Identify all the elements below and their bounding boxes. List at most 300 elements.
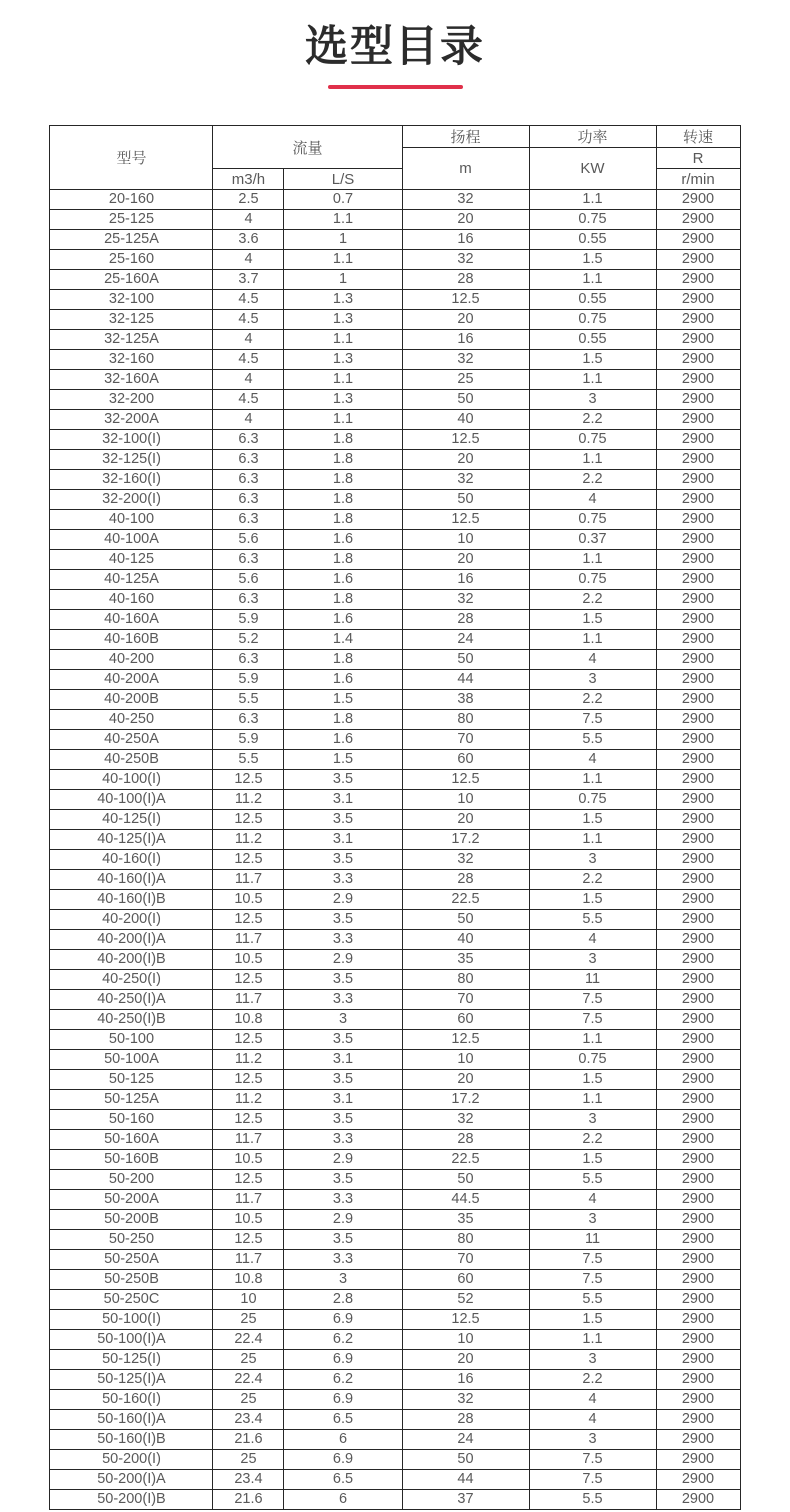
cell-power-kw: 0.55 xyxy=(529,230,656,250)
cell-head-m: 44.5 xyxy=(402,1190,529,1210)
cell-flow-ls: 3.5 xyxy=(284,1030,402,1050)
cell-model: 40-200 xyxy=(50,650,213,670)
cell-speed-rpm: 2900 xyxy=(656,1270,740,1290)
cell-model: 50-100A xyxy=(50,1050,213,1070)
cell-speed-rpm: 2900 xyxy=(656,390,740,410)
cell-head-m: 24 xyxy=(402,1430,529,1450)
cell-power-kw: 1.1 xyxy=(529,1030,656,1050)
cell-flow-ls: 1.1 xyxy=(284,210,402,230)
table-row xyxy=(50,770,740,790)
cell-flow-ls: 1.6 xyxy=(284,530,402,550)
cell-flow-ls: 6.9 xyxy=(284,1450,402,1470)
table-row xyxy=(50,990,740,1010)
header-power-unit: KW xyxy=(529,148,656,190)
cell-power-kw: 7.5 xyxy=(529,1470,656,1490)
cell-speed-rpm: 2900 xyxy=(656,1490,740,1510)
table-row xyxy=(50,690,740,710)
header-head: 扬程 xyxy=(402,126,529,148)
table-row xyxy=(50,410,740,430)
header-head-unit: m xyxy=(402,148,529,190)
cell-power-kw: 1.5 xyxy=(529,890,656,910)
cell-flow-ls: 3.5 xyxy=(284,1070,402,1090)
cell-flow-m3h: 21.6 xyxy=(213,1430,284,1450)
cell-model: 50-125 xyxy=(50,1070,213,1090)
cell-flow-m3h: 6.3 xyxy=(213,550,284,570)
table-row xyxy=(50,1390,740,1410)
cell-flow-m3h: 25 xyxy=(213,1310,284,1330)
cell-flow-m3h: 25 xyxy=(213,1450,284,1470)
cell-power-kw: 2.2 xyxy=(529,1370,656,1390)
cell-power-kw: 4 xyxy=(529,1410,656,1430)
cell-flow-ls: 3 xyxy=(284,1270,402,1290)
cell-power-kw: 4 xyxy=(529,1390,656,1410)
table-row xyxy=(50,710,740,730)
cell-head-m: 80 xyxy=(402,970,529,990)
table-row xyxy=(50,210,740,230)
cell-head-m: 20 xyxy=(402,450,529,470)
cell-model: 32-160A xyxy=(50,370,213,390)
cell-flow-m3h: 22.4 xyxy=(213,1370,284,1390)
cell-flow-m3h: 12.5 xyxy=(213,1170,284,1190)
table-row xyxy=(50,1290,740,1310)
cell-speed-rpm: 2900 xyxy=(656,870,740,890)
cell-head-m: 52 xyxy=(402,1290,529,1310)
cell-head-m: 37 xyxy=(402,1490,529,1510)
table-row xyxy=(50,470,740,490)
cell-flow-ls: 1 xyxy=(284,230,402,250)
cell-model: 50-160B xyxy=(50,1150,213,1170)
cell-speed-rpm: 2900 xyxy=(656,210,740,230)
table-row xyxy=(50,1030,740,1050)
cell-power-kw: 1.5 xyxy=(529,810,656,830)
cell-model: 50-125A xyxy=(50,1090,213,1110)
cell-speed-rpm: 2900 xyxy=(656,690,740,710)
cell-model: 40-250B xyxy=(50,750,213,770)
cell-power-kw: 5.5 xyxy=(529,730,656,750)
cell-flow-m3h: 10.5 xyxy=(213,950,284,970)
cell-flow-m3h: 21.6 xyxy=(213,1490,284,1510)
cell-head-m: 50 xyxy=(402,910,529,930)
cell-power-kw: 1.1 xyxy=(529,370,656,390)
table-row xyxy=(50,1270,740,1290)
cell-model: 40-250(I) xyxy=(50,970,213,990)
cell-flow-m3h: 2.5 xyxy=(213,190,284,210)
cell-speed-rpm: 2900 xyxy=(656,850,740,870)
table-row xyxy=(50,850,740,870)
cell-head-m: 20 xyxy=(402,810,529,830)
cell-head-m: 28 xyxy=(402,1130,529,1150)
cell-power-kw: 1.5 xyxy=(529,250,656,270)
cell-flow-m3h: 12.5 xyxy=(213,1070,284,1090)
cell-flow-m3h: 23.4 xyxy=(213,1470,284,1490)
cell-model: 32-200A xyxy=(50,410,213,430)
cell-flow-ls: 1.8 xyxy=(284,590,402,610)
cell-head-m: 12.5 xyxy=(402,290,529,310)
cell-head-m: 32 xyxy=(402,350,529,370)
cell-model: 40-160(I)B xyxy=(50,890,213,910)
cell-speed-rpm: 2900 xyxy=(656,1290,740,1310)
cell-model: 50-160(I) xyxy=(50,1390,213,1410)
cell-head-m: 12.5 xyxy=(402,510,529,530)
cell-flow-ls: 1.1 xyxy=(284,330,402,350)
cell-flow-m3h: 11.7 xyxy=(213,1190,284,1210)
table-row xyxy=(50,930,740,950)
cell-power-kw: 3 xyxy=(529,390,656,410)
cell-power-kw: 1.1 xyxy=(529,1090,656,1110)
cell-power-kw: 1.1 xyxy=(529,830,656,850)
cell-flow-m3h: 10.5 xyxy=(213,890,284,910)
cell-model: 40-200(I)A xyxy=(50,930,213,950)
table-row xyxy=(50,1170,740,1190)
cell-flow-m3h: 23.4 xyxy=(213,1410,284,1430)
cell-flow-ls: 6.9 xyxy=(284,1390,402,1410)
cell-power-kw: 2.2 xyxy=(529,690,656,710)
cell-speed-rpm: 2900 xyxy=(656,1470,740,1490)
cell-speed-rpm: 2900 xyxy=(656,810,740,830)
cell-speed-rpm: 2900 xyxy=(656,290,740,310)
cell-power-kw: 0.75 xyxy=(529,1050,656,1070)
cell-flow-ls: 3.1 xyxy=(284,790,402,810)
table-row xyxy=(50,530,740,550)
cell-flow-m3h: 10.5 xyxy=(213,1210,284,1230)
header-speed-unit-r: R xyxy=(656,148,740,169)
cell-model: 40-250A xyxy=(50,730,213,750)
cell-speed-rpm: 2900 xyxy=(656,190,740,210)
cell-speed-rpm: 2900 xyxy=(656,1310,740,1330)
cell-model: 50-200A xyxy=(50,1190,213,1210)
cell-speed-rpm: 2900 xyxy=(656,1390,740,1410)
table-row xyxy=(50,310,740,330)
cell-head-m: 50 xyxy=(402,490,529,510)
cell-model: 32-125(I) xyxy=(50,450,213,470)
header-flow: 流量 xyxy=(213,126,402,169)
cell-flow-ls: 2.9 xyxy=(284,1210,402,1230)
cell-power-kw: 1.5 xyxy=(529,1070,656,1090)
table-row xyxy=(50,910,740,930)
cell-head-m: 60 xyxy=(402,750,529,770)
cell-flow-m3h: 10.8 xyxy=(213,1270,284,1290)
cell-speed-rpm: 2900 xyxy=(656,1030,740,1050)
cell-flow-m3h: 10.8 xyxy=(213,1010,284,1030)
table-row xyxy=(50,830,740,850)
table-row xyxy=(50,630,740,650)
cell-head-m: 60 xyxy=(402,1270,529,1290)
table-row xyxy=(50,730,740,750)
cell-flow-m3h: 5.2 xyxy=(213,630,284,650)
table-row xyxy=(50,430,740,450)
selection-catalog-table xyxy=(49,125,740,1510)
cell-flow-m3h: 4 xyxy=(213,330,284,350)
table-row xyxy=(50,890,740,910)
cell-flow-m3h: 12.5 xyxy=(213,910,284,930)
cell-model: 40-100(I)A xyxy=(50,790,213,810)
cell-flow-m3h: 5.9 xyxy=(213,610,284,630)
cell-model: 32-160 xyxy=(50,350,213,370)
cell-head-m: 12.5 xyxy=(402,430,529,450)
cell-model: 50-200(I) xyxy=(50,1450,213,1470)
table-row xyxy=(50,250,740,270)
cell-flow-m3h: 5.9 xyxy=(213,670,284,690)
cell-speed-rpm: 2900 xyxy=(656,1330,740,1350)
cell-power-kw: 11 xyxy=(529,1230,656,1250)
cell-model: 50-125(I)A xyxy=(50,1370,213,1390)
cell-speed-rpm: 2900 xyxy=(656,350,740,370)
cell-flow-ls: 3.1 xyxy=(284,1090,402,1110)
cell-flow-ls: 1.5 xyxy=(284,750,402,770)
cell-speed-rpm: 2900 xyxy=(656,1130,740,1150)
cell-model: 40-250 xyxy=(50,710,213,730)
table-row xyxy=(50,870,740,890)
header-speed-unit-rmin: r/min xyxy=(656,169,740,190)
cell-flow-m3h: 12.5 xyxy=(213,850,284,870)
cell-model: 50-160(I)A xyxy=(50,1410,213,1430)
cell-power-kw: 3 xyxy=(529,1350,656,1370)
cell-speed-rpm: 2900 xyxy=(656,790,740,810)
cell-head-m: 12.5 xyxy=(402,1030,529,1050)
cell-speed-rpm: 2900 xyxy=(656,1350,740,1370)
table-row xyxy=(50,810,740,830)
table-row xyxy=(50,750,740,770)
cell-speed-rpm: 2900 xyxy=(656,670,740,690)
table-row xyxy=(50,670,740,690)
cell-model: 40-125(I)A xyxy=(50,830,213,850)
cell-speed-rpm: 2900 xyxy=(656,450,740,470)
cell-power-kw: 0.75 xyxy=(529,430,656,450)
table-row xyxy=(50,650,740,670)
cell-head-m: 20 xyxy=(402,310,529,330)
cell-model: 40-100 xyxy=(50,510,213,530)
cell-flow-ls: 6 xyxy=(284,1430,402,1450)
cell-power-kw: 0.75 xyxy=(529,310,656,330)
cell-head-m: 32 xyxy=(402,190,529,210)
cell-flow-m3h: 4 xyxy=(213,250,284,270)
cell-flow-ls: 1.8 xyxy=(284,710,402,730)
cell-flow-ls: 6.2 xyxy=(284,1370,402,1390)
cell-flow-m3h: 5.5 xyxy=(213,750,284,770)
table-row xyxy=(50,790,740,810)
table-row xyxy=(50,1090,740,1110)
cell-model: 40-160A xyxy=(50,610,213,630)
cell-speed-rpm: 2900 xyxy=(656,230,740,250)
title-underline-bar xyxy=(328,85,463,89)
cell-flow-m3h: 3.7 xyxy=(213,270,284,290)
cell-flow-m3h: 4 xyxy=(213,210,284,230)
cell-flow-ls: 1 xyxy=(284,270,402,290)
cell-head-m: 10 xyxy=(402,1330,529,1350)
table-row xyxy=(50,1430,740,1450)
table-row xyxy=(50,610,740,630)
cell-model: 40-200(I) xyxy=(50,910,213,930)
cell-speed-rpm: 2900 xyxy=(656,1250,740,1270)
table-row xyxy=(50,1250,740,1270)
cell-model: 50-160 xyxy=(50,1110,213,1130)
cell-flow-ls: 3.3 xyxy=(284,1250,402,1270)
cell-speed-rpm: 2900 xyxy=(656,710,740,730)
table-row xyxy=(50,1470,740,1490)
cell-power-kw: 2.2 xyxy=(529,470,656,490)
cell-flow-m3h: 12.5 xyxy=(213,1110,284,1130)
table-row xyxy=(50,490,740,510)
cell-model: 50-200 xyxy=(50,1170,213,1190)
cell-flow-ls: 3.5 xyxy=(284,770,402,790)
cell-model: 40-160(I)A xyxy=(50,870,213,890)
cell-speed-rpm: 2900 xyxy=(656,750,740,770)
cell-model: 40-200(I)B xyxy=(50,950,213,970)
cell-head-m: 28 xyxy=(402,870,529,890)
cell-power-kw: 7.5 xyxy=(529,1010,656,1030)
cell-flow-m3h: 11.7 xyxy=(213,990,284,1010)
cell-flow-ls: 3.5 xyxy=(284,850,402,870)
cell-power-kw: 7.5 xyxy=(529,990,656,1010)
cell-flow-m3h: 10 xyxy=(213,1290,284,1310)
cell-head-m: 50 xyxy=(402,1170,529,1190)
table-row xyxy=(50,370,740,390)
table-row xyxy=(50,230,740,250)
table-row xyxy=(50,290,740,310)
cell-model: 50-250B xyxy=(50,1270,213,1290)
cell-head-m: 40 xyxy=(402,410,529,430)
cell-model: 50-250 xyxy=(50,1230,213,1250)
cell-model: 50-200(I)B xyxy=(50,1490,213,1510)
cell-flow-m3h: 4.5 xyxy=(213,350,284,370)
cell-power-kw: 7.5 xyxy=(529,1250,656,1270)
table-row xyxy=(50,350,740,370)
cell-head-m: 32 xyxy=(402,470,529,490)
table-row xyxy=(50,270,740,290)
cell-flow-ls: 1.8 xyxy=(284,650,402,670)
cell-speed-rpm: 2900 xyxy=(656,1070,740,1090)
table-row xyxy=(50,1310,740,1330)
cell-flow-m3h: 10.5 xyxy=(213,1150,284,1170)
cell-model: 32-100 xyxy=(50,290,213,310)
cell-speed-rpm: 2900 xyxy=(656,1050,740,1070)
cell-flow-ls: 1.1 xyxy=(284,250,402,270)
cell-flow-m3h: 4.5 xyxy=(213,390,284,410)
cell-model: 25-160 xyxy=(50,250,213,270)
table-row xyxy=(50,450,740,470)
cell-speed-rpm: 2900 xyxy=(656,490,740,510)
cell-power-kw: 4 xyxy=(529,930,656,950)
cell-flow-m3h: 6.3 xyxy=(213,470,284,490)
cell-head-m: 32 xyxy=(402,1390,529,1410)
cell-model: 40-125 xyxy=(50,550,213,570)
cell-speed-rpm: 2900 xyxy=(656,470,740,490)
table-row xyxy=(50,1150,740,1170)
cell-flow-m3h: 5.6 xyxy=(213,530,284,550)
table-header xyxy=(50,126,740,190)
cell-head-m: 70 xyxy=(402,730,529,750)
cell-head-m: 10 xyxy=(402,790,529,810)
cell-head-m: 25 xyxy=(402,370,529,390)
cell-power-kw: 5.5 xyxy=(529,1290,656,1310)
header-flow-unit-m3h: m3/h xyxy=(213,169,284,190)
cell-flow-ls: 2.9 xyxy=(284,890,402,910)
cell-speed-rpm: 2900 xyxy=(656,570,740,590)
cell-model: 32-100(I) xyxy=(50,430,213,450)
cell-flow-ls: 1.6 xyxy=(284,570,402,590)
cell-speed-rpm: 2900 xyxy=(656,270,740,290)
cell-power-kw: 0.37 xyxy=(529,530,656,550)
cell-flow-ls: 3.3 xyxy=(284,930,402,950)
cell-flow-m3h: 11.2 xyxy=(213,1090,284,1110)
cell-model: 40-200B xyxy=(50,690,213,710)
cell-flow-m3h: 12.5 xyxy=(213,970,284,990)
cell-head-m: 17.2 xyxy=(402,830,529,850)
cell-head-m: 24 xyxy=(402,630,529,650)
cell-speed-rpm: 2900 xyxy=(656,830,740,850)
table-row xyxy=(50,1210,740,1230)
cell-model: 25-125 xyxy=(50,210,213,230)
cell-model: 40-250(I)B xyxy=(50,1010,213,1030)
cell-speed-rpm: 2900 xyxy=(656,1090,740,1110)
header-power: 功率 xyxy=(529,126,656,148)
table-row xyxy=(50,1230,740,1250)
cell-model: 50-200B xyxy=(50,1210,213,1230)
cell-model: 32-200(I) xyxy=(50,490,213,510)
cell-power-kw: 0.55 xyxy=(529,330,656,350)
cell-flow-ls: 3.5 xyxy=(284,810,402,830)
cell-flow-ls: 3.5 xyxy=(284,1230,402,1250)
cell-head-m: 80 xyxy=(402,1230,529,1250)
cell-flow-m3h: 4.5 xyxy=(213,290,284,310)
cell-flow-ls: 3.5 xyxy=(284,970,402,990)
cell-flow-m3h: 4 xyxy=(213,410,284,430)
cell-speed-rpm: 2900 xyxy=(656,1430,740,1450)
cell-speed-rpm: 2900 xyxy=(656,730,740,750)
cell-power-kw: 2.2 xyxy=(529,410,656,430)
table-row xyxy=(50,1190,740,1210)
cell-speed-rpm: 2900 xyxy=(656,990,740,1010)
table-row xyxy=(50,970,740,990)
table-row xyxy=(50,550,740,570)
cell-flow-m3h: 5.9 xyxy=(213,730,284,750)
cell-speed-rpm: 2900 xyxy=(656,1110,740,1130)
cell-flow-m3h: 6.3 xyxy=(213,430,284,450)
cell-power-kw: 4 xyxy=(529,750,656,770)
header-model: 型号 xyxy=(50,126,213,190)
cell-head-m: 20 xyxy=(402,1070,529,1090)
cell-model: 40-160 xyxy=(50,590,213,610)
cell-head-m: 50 xyxy=(402,650,529,670)
header-speed: 转速 xyxy=(656,126,740,148)
table-row xyxy=(50,1450,740,1470)
cell-flow-m3h: 12.5 xyxy=(213,810,284,830)
cell-power-kw: 1.1 xyxy=(529,550,656,570)
cell-power-kw: 1.1 xyxy=(529,1330,656,1350)
cell-power-kw: 1.1 xyxy=(529,770,656,790)
cell-speed-rpm: 2900 xyxy=(656,410,740,430)
cell-flow-m3h: 11.2 xyxy=(213,1050,284,1070)
cell-flow-ls: 6.9 xyxy=(284,1310,402,1330)
cell-power-kw: 7.5 xyxy=(529,1450,656,1470)
cell-flow-m3h: 5.6 xyxy=(213,570,284,590)
cell-model: 40-160(I) xyxy=(50,850,213,870)
cell-head-m: 22.5 xyxy=(402,1150,529,1170)
cell-power-kw: 1.1 xyxy=(529,630,656,650)
cell-flow-ls: 0.7 xyxy=(284,190,402,210)
cell-flow-m3h: 11.7 xyxy=(213,870,284,890)
cell-flow-m3h: 12.5 xyxy=(213,770,284,790)
cell-power-kw: 1.5 xyxy=(529,1150,656,1170)
cell-head-m: 50 xyxy=(402,1450,529,1470)
cell-flow-ls: 1.3 xyxy=(284,310,402,330)
cell-power-kw: 5.5 xyxy=(529,1490,656,1510)
cell-head-m: 44 xyxy=(402,670,529,690)
cell-speed-rpm: 2900 xyxy=(656,650,740,670)
cell-power-kw: 7.5 xyxy=(529,1270,656,1290)
cell-power-kw: 1.1 xyxy=(529,190,656,210)
table-row xyxy=(50,950,740,970)
